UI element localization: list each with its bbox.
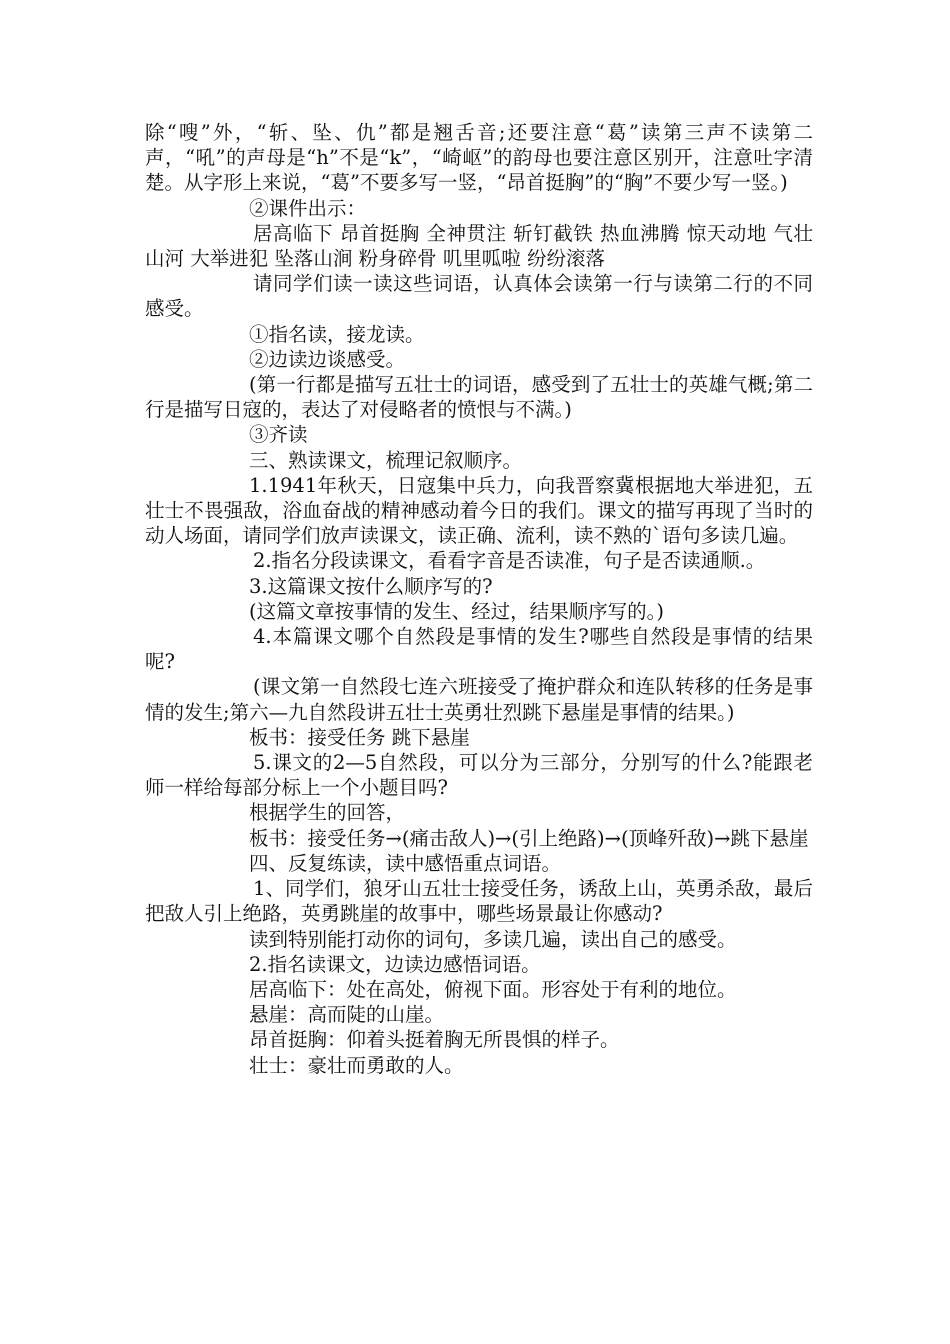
paragraph: (课文第一自然段七连六班接受了掩护群众和连队转移的任务是事情的发生;第六—九自然段讲五壮士英勇壮烈跳下悬崖是事情的结果。) bbox=[145, 675, 813, 724]
document-body bbox=[145, 120, 813, 1078]
paragraph: 四、反复练读，读中感悟重点词语。 bbox=[249, 851, 562, 875]
paragraph: 1.1941年秋天，日寇集中兵力，向我晋察冀根据地大举进犯，五壮士不畏强敌，浴血奋战的精神感动着今日的我们。课文的描写再现了当时的动人场面，请同学们放声读课文，读正确、流利，读不熟的`语句多读几遍。 bbox=[145, 473, 813, 548]
paragraph: 居高临下：处在高处，俯视下面。形容处于有利的地位。 bbox=[249, 977, 737, 1001]
paragraph: 板书：接受任务 跳下悬崖 bbox=[249, 725, 470, 749]
paragraph: 4.本篇课文哪个自然段是事情的发生?哪些自然段是事情的结果呢? bbox=[145, 625, 813, 674]
paragraph: 三、熟读课文，梳理记叙顺序。 bbox=[249, 448, 523, 472]
paragraph: ③齐读 bbox=[249, 423, 308, 447]
paragraph: 昂首挺胸：仰着头挺着胸无所畏惧的样子。 bbox=[249, 1028, 620, 1052]
paragraph: 2.指名读课文，边读边感悟词语。 bbox=[249, 952, 541, 976]
paragraph: 居高临下 昂首挺胸 全神贯注 斩钉截铁 热血沸腾 惊天动地 气壮山河 大举进犯 坠落山涧 粉身碎骨 叽里呱啦 纷纷滚落 bbox=[145, 221, 813, 271]
paragraph: 根据学生的回答， bbox=[249, 801, 406, 825]
paragraph: ①指名读，接龙读。 bbox=[249, 322, 425, 346]
paragraph: 读到特别能打动你的词句，多读几遍，读出自己的感受。 bbox=[249, 927, 737, 951]
paragraph: 3.这篇课文按什么顺序写的? bbox=[249, 574, 493, 598]
paragraph: (第一行都是描写五壮士的词语，感受到了五壮士的英雄气概;第二行是描写日寇的，表达了对侵略者的愤恨与不满。) bbox=[145, 373, 813, 422]
paragraph: 1、同学们，狼牙山五壮士接受任务，诱敌上山，英勇杀敌，最后把敌人引上绝路，英勇跳崖的故事中，哪些场景最让你感动? bbox=[145, 877, 813, 926]
paragraph: 除“嗖”外，“斩、坠、仇”都是翘舌音;还要注意“葛”读第三声不读第二声，“吼”的声母是“h”不是“k”，“崎岖”的韵母也要注意区别开，注意吐字清楚。从字形上来说，“葛”不要多写一竖，“昂首挺胸”的“胸”不要少写一竖。) bbox=[145, 121, 813, 195]
paragraph: (这篇文章按事情的发生、经过，结果顺序写的。) bbox=[249, 599, 664, 623]
paragraph: 壮士：豪壮而勇敢的人。 bbox=[249, 1053, 464, 1077]
paragraph: 悬崖：高而陡的山崖。 bbox=[249, 1003, 445, 1027]
paragraph: 5.课文的2—5自然段，可以分为三部分，分别写的什么?能跟老师一样给每部分标上一个小题目吗? bbox=[145, 751, 813, 800]
paragraph: 板书：接受任务→(痛击敌人)→(引上绝路)→(顶峰歼敌)→跳下悬崖 bbox=[249, 826, 809, 850]
paragraph: 请同学们读一读这些词语，认真体会读第一行与读第二行的不同感受。 bbox=[145, 272, 813, 321]
paragraph: 2.指名分段读课文，看看字音是否读准，句子是否读通顺.。 bbox=[253, 549, 766, 573]
paragraph: ②课件出示： bbox=[249, 196, 367, 220]
paragraph: ②边读边谈感受。 bbox=[249, 347, 406, 371]
